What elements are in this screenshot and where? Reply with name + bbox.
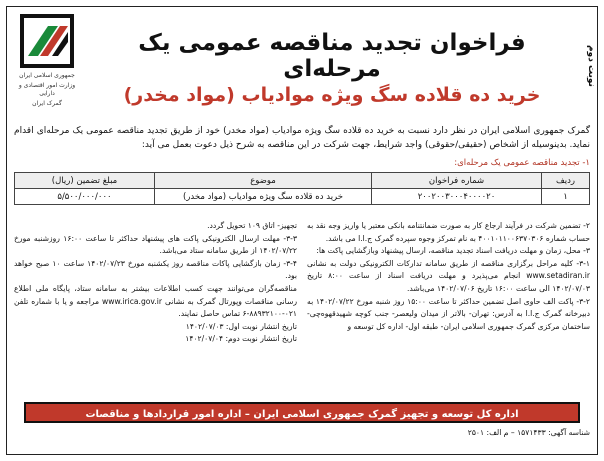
info-paragraph: مناقصه‌گران می‌توانند جهت کسب اطلاعات بیشتر به سامانه ستاد، پایگاه ملی اطلاع رسانی مناقصات وپورتال گمرک به نشانی www.irica.gov.ir مراجعه و یا با شماره تلفن ۰۲۱-۸۸۹۳۲۱۰۰-۶ تماس حاصل نمایند. [14,283,297,319]
cell-call-number: ۲۰۰۲۰۰۳۰۰۰۴۰۰۰۰۲۰ [372,189,542,205]
right-column [307,220,590,396]
submission-deadline-paragraph: ۳-۳- مهلت ارسال الکترونیکی پاکت های پیشنهاد حداکثر تا ساعت ۱۶:۰۰ روزشنبه مورخ ۱۴۰۲/۰۷/۲۲ از طریق سامانه ستاد می‌باشد. [14,233,297,256]
ad-id: شناسه آگهی: ۱۵۷۱۴۳۳ – م الف: ۲۵۰۱ [467,428,590,437]
opening-paragraph: ۳-۴- زمان بازگشایی پاکات مناقصه روز یکشنبه مورخ ۱۴۰۲/۰۷/۲۳ ساعت ۱۰ صبح خواهد بود. [14,258,297,281]
col-guarantee: مبلغ تضمین (ریال) [15,173,155,189]
logo-caption-1: جمهوری اسلامی ایران [19,72,75,79]
notice-subtitle: خرید ده قلاده سگ ویژه موادیاب (مواد مخدر) [123,84,541,106]
schedule-heading: ۳- محل، زمان و مهلت دریافت اسناد تجدید مناقصه، ارسال پیشنهاد وبازگشایی پاکت ها: [316,246,590,256]
col-row-number: ردیف [542,173,590,189]
second-publication-date: تاریخ انتشار نوبت دوم: ۱۴۰۲/۰۷/۰۴ [185,334,297,344]
cell-subject: خرید ده قلاده سگ ویژه موادیاب (مواد مخدر) [155,189,372,205]
notice-title: فراخوان تجدید مناقصه عمومی یک مرحله‌ای [138,30,526,82]
section-heading: ۱- تجدید مناقصه عمومی یک مرحله‌ای: [454,158,590,168]
tender-table [14,172,590,205]
logo-caption-2: وزارت امور اقتصادی و دارایی [18,82,76,97]
logo-caption-3: گمرک ایران [32,100,62,107]
logo-icon [18,12,76,70]
left-column [14,220,297,396]
first-publication-date: تاریخ انتشار نوبت اول: ۱۴۰۲/۰۷/۰۳ [185,321,297,331]
intro-paragraph: گمرک جمهوری اسلامی ایران در نظر دارد نسبت به خرید ده قلاده سگ ویژه موادیاب (مواد مخدر) خود از طریق تجدید مناقصه عمومی یک مرحله‌ای اقدام نماید. بدینوسیله از اشخاص (حقیقی/حقوقی) واجد شرایط، جهت شرکت در این مناقصه به شرح ذیل دعوت بعمل می آید: [14,126,590,150]
body-columns [14,220,590,396]
customs-logo [12,12,82,107]
table-row [15,189,590,205]
round-label: نوبت دوم [586,45,596,87]
table-header-row [15,173,590,189]
issuer-banner: اداره کل توسعه و تجهیز گمرک جمهوری اسلامی ایران – اداره امور قراردادها و مناقصات [24,402,580,423]
cell-guarantee: ۵/۵۰۰/۰۰۰/۰۰۰ [15,189,155,205]
delivery-room-paragraph: تجهیز- اتاق ۱۰۹ تحویل گردد. [207,221,297,230]
col-subject: موضوع [155,173,372,189]
cell-row-number: ۱ [542,189,590,205]
col-call-number: شماره فراخوان [372,173,542,189]
guarantee-paragraph: ۲- تضمین شرکت در فرآیند ارجاع کار به صورت ضمانتنامه بانکی معتبر یا واریز وجه نقد به حساب شماره ۴۰۰۱۰۱۱۰۰۶۳۷۰۳۰۶ به نام تمرکز وجوه سپرده گمرک ج.ا.ا می باشد. [307,221,590,243]
setad-paragraph: ۳-۱- کلیه مراحل برگزاری مناقصه از طریق سامانه تدارکات الکترونیکی دولت به نشانی www.setadiran.ir انجام می‌پذیرد و مهلت دریافت اسناد از ساعت ۸:۰۰ تاریخ ۱۴۰۲/۰۷/۰۳ الی ساعت ۱۶:۰۰ تاریخ ۱۴۰۲/۰۷/۰۶ می‌باشد. [307,258,591,293]
envelope-a-paragraph: ۳-۲- پاکت الف حاوی اصل تضمین حداکثر تا ساعت ۱۵:۰۰ روز شنبه مورخ ۱۴۰۲/۰۷/۲۲ به دبیرخانه گمرک ج.ا.ا به آدرس: تهران- بالاتر از میدان ولیعصر- جنب کوچه شهیدقهوه‌چی- ساختمان مرکزی گمرک جمهوری اسلامی ایران- طبقه اول- اداره کل توسعه و [307,296,590,331]
